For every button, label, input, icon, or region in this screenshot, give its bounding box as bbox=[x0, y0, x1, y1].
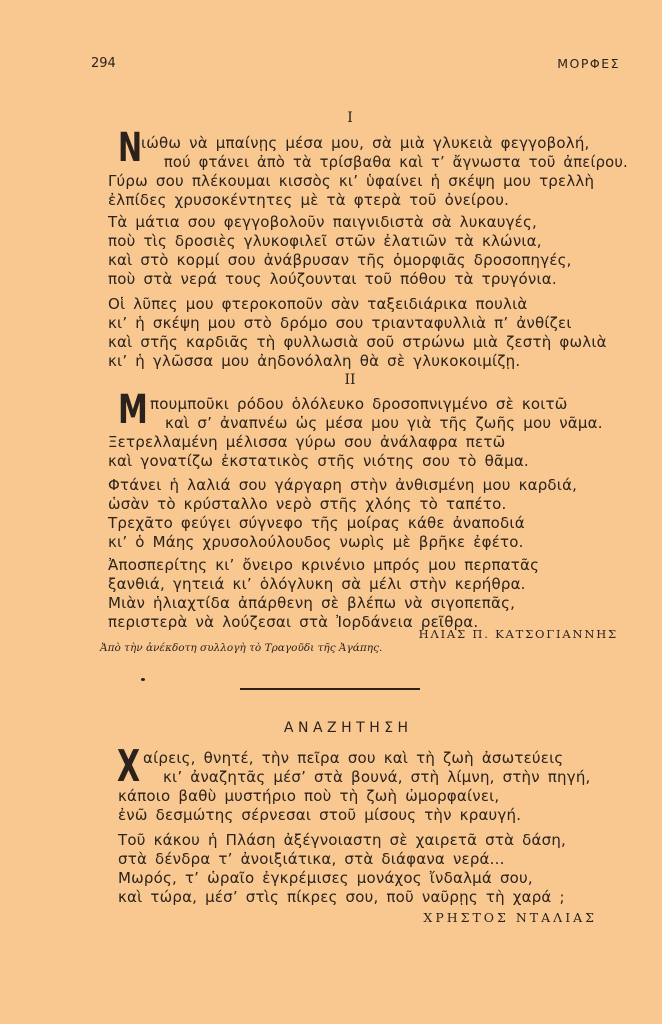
poem-line: καὶ σ’ ἀναπνέω ὡς μέσα μου γιὰ τῆς ζωῆς μου νᾶμα. bbox=[165, 414, 603, 432]
page-number: 294 bbox=[91, 56, 116, 71]
section-divider bbox=[240, 688, 420, 690]
poem-line: καὶ τώρα, μέσ’ στὶς πίκρες σου, ποῦ ναῦρῃς τὴ χαρά ; bbox=[118, 888, 565, 906]
poem-line: Τὰ μάτια σου φεγγοβολοῦν παιγνιδιστὰ σὰ λυκαυγές, bbox=[108, 213, 537, 231]
poem-line: ποὺ τὶς δροσιὲς γλυκοφιλεῖ στῶν ἐλατιῶν τὰ κλώνια, bbox=[108, 232, 542, 250]
poem-line: ιώθω νὰ μπαίνῃς μέσα μου, σὰ μιὰ γλυκειὰ φεγγοβολή, bbox=[141, 134, 590, 152]
poem-line: Τοῦ κάκου ἡ Πλάση ἀξέγνοιαστη σὲ χαιρετᾶ στὰ δάση, bbox=[118, 831, 567, 849]
poem-line: κάποιο βαθὺ μυστήριο ποὺ τὴ ζωὴ ὠμορφαίνει, bbox=[118, 787, 500, 805]
poem-line: Ξετρελλαμένη μέλισσα γύρω σου ἀνάλαφρα πετῶ bbox=[108, 433, 506, 451]
poem-line: αίρεις, θνητέ, τὴν πεῖρα σου καὶ τὴ ζωὴ ἀσωτεύεις bbox=[143, 749, 564, 767]
stanza bbox=[108, 213, 572, 289]
stanza bbox=[118, 831, 566, 907]
poem-line: Γύρω σου πλέκουμαι κισσὸς κι’ ὑφαίνει ἡ σκέψη μου τρελλὴ bbox=[108, 172, 595, 190]
author-signature: ΗΛΙΑΣ Π. ΚΑΤΣΟΓΙΑΝΝΗΣ bbox=[418, 627, 618, 641]
poem-line: πουμποῦκι ρόδου ὁλόλευκο δροσοπνιγμένο σὲ κοιτῶ bbox=[150, 395, 568, 413]
poem-line: καὶ γονατίζω ἐκστατικὸς στῆς νιότης σου τὸ θᾶμα. bbox=[108, 452, 529, 470]
poem-line: Μωρός, τ’ ὡραῖο ἐγκρέμισες μονάχος ἴνδαλμά σου, bbox=[118, 869, 533, 887]
poem-line: πού φτάνει ἀπὸ τὰ τρίσβαθα καὶ τ’ ἄγνωστα τοῦ ἀπείρου. bbox=[163, 153, 628, 171]
running-head: ΜΟΡΦΕΣ bbox=[557, 56, 620, 71]
stanza bbox=[108, 556, 539, 632]
poem-line: κι’ ἡ γλῶσσα μου ἀηδονόλαλη θὰ σὲ γλυκοκοιμίζῃ. bbox=[108, 352, 521, 370]
poem-line: κι’ ὁ Μάης χρυσολούλουδος νωρὶς μὲ βρῆκε ἐφέτο. bbox=[108, 533, 524, 551]
stanza bbox=[117, 741, 591, 825]
poem-line: περιστερὰ νὰ λούζεσαι στὰ Ἰορδάνεια ρεῖθρα. bbox=[108, 613, 479, 631]
poem-line: καὶ στῆς καρδιᾶς τὴ φυλλωσιὰ σοῦ στρώνω μιὰ ζεστὴ φωλιὰ bbox=[108, 333, 607, 351]
poem-line: καὶ στὸ κορμί σου ἀνάβρυσαν τῆς ὀμορφιᾶς δροσοπηγές, bbox=[108, 251, 572, 269]
drop-cap: Μ bbox=[118, 387, 148, 433]
drop-cap: Ν bbox=[118, 125, 143, 171]
stanza bbox=[108, 387, 603, 471]
poem-line: Οἱ λῦπες μου φτεροκοποῦν σὰν ταξειδιάρικα πουλιὰ bbox=[108, 295, 528, 313]
author-signature: ΧΡΗΣΤΟΣ ΝΤΑΛΙΑΣ bbox=[423, 910, 597, 925]
poem-line: ὡσὰν τὸ κρύσταλλο νερὸ στῆς χλόης τὸ ταπέτο. bbox=[108, 495, 507, 513]
poem-line: κι’ ἡ σκέψη μου στὸ δρόμο σου τριανταφυλλιὰ π’ ἀνθίζει bbox=[108, 314, 572, 332]
footnote: Ἀπὸ τὴν ἀνέκδοτη συλλογὴ τὸ Τραγοῦδι τῆς Ἀγάπης. bbox=[100, 642, 383, 654]
poem-title: ΑΝΑΖΗΤΗΣΗ bbox=[283, 720, 413, 736]
poem-line: Φτάνει ἡ λαλιά σου γάργαρη στὴν ἀνθισμένη μου καρδιά, bbox=[108, 476, 578, 494]
poem-line: ξανθιά, γητειά κι’ ὁλόγλυκη σὰ μέλι στὴν κερήθρα. bbox=[108, 575, 526, 593]
stanza bbox=[108, 125, 639, 210]
poem-line: ἐνῶ δεσμώτης σέρνεσαι στοῦ μίσους τὴν κραυγή. bbox=[118, 806, 522, 824]
poem-line: Μιὰν ἡλιαχτίδα ἀπάρθενη σὲ βλέπω νὰ σιγοπεπᾶς, bbox=[108, 594, 516, 612]
poem-line: στὰ δένδρα τ’ ἀνοιξιάτικα, στὰ διάφανα νερά... bbox=[118, 850, 505, 868]
ink-speck bbox=[141, 678, 145, 681]
section-numeral-2: II bbox=[344, 372, 356, 388]
poem-line: Τρεχᾶτο φεύγει σύγνεφο τῆς μοίρας κάθε ἀναποδιά bbox=[108, 514, 525, 532]
poem-line: ποὺ στὰ νερά τους λούζουνται τοῦ πόθου τὰ τρυγόνια. bbox=[108, 270, 557, 288]
poem-line: κι’ ἀναζητᾶς μέσ’ στὰ βουνά, στὴ λίμνη, στὴν πηγή, bbox=[163, 768, 591, 786]
stanza bbox=[108, 476, 577, 552]
poem-line: ἐλπίδες χρυσοκέντητες μὲ τὰ φτερὰ τοῦ ὀνείρου. bbox=[108, 191, 510, 209]
poem-line: Ἀποσπερίτης κι’ ὄνειρο κρινένιο μπρός μου περπατᾶς bbox=[108, 556, 540, 574]
drop-cap: Χ bbox=[117, 741, 141, 792]
section-numeral-1: I bbox=[347, 110, 353, 126]
stanza bbox=[108, 295, 607, 371]
